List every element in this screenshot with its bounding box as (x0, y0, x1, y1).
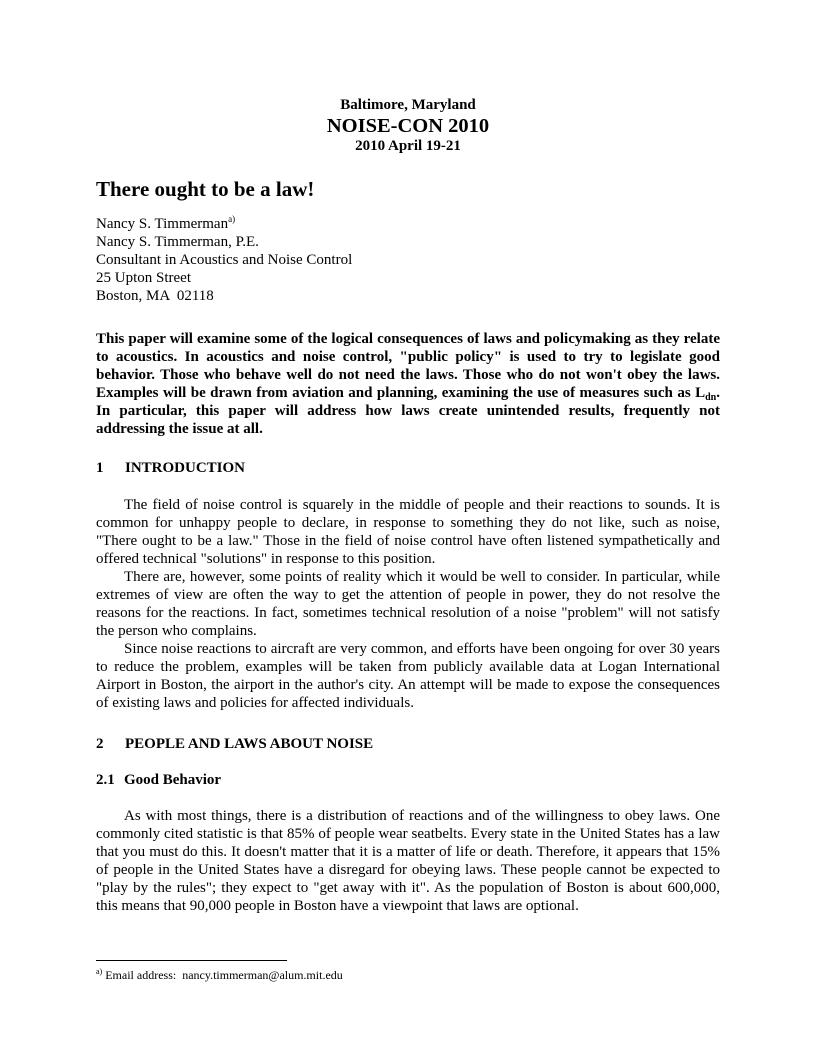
footnote (96, 968, 343, 982)
abstract (96, 330, 720, 438)
author-name-line (96, 215, 352, 233)
author-street: 25 Upton Street (96, 270, 191, 286)
conference-name: NOISE-CON 2010 (326, 115, 490, 137)
abstract-part-1: This paper will examine some of the logical consequences of laws and policymaking as they relate to acoustics. In acoustics and noise control, "public policy" is used to try to legislate good behavior. Those who behave well do not need the laws. Those who do not won't obey the laws. Examples will be drawn from aviation and planning, examining the use of measures such as L (96, 331, 720, 401)
paper-title: There ought to be a law! (96, 177, 315, 201)
paragraph: The field of noise control is squarely in the middle of people and their reactions to sounds. It is common for unhappy people to declare, in response to something they do not like, such as noise, "There ought to be a law." Those in the field of noise control have often listened sympathetically and offered technical "solutions" in response to this position. (96, 497, 720, 567)
section-heading-introduction (96, 459, 245, 477)
subsection-number: 2.1 (96, 772, 115, 788)
conference-header (96, 96, 720, 155)
section-title: PEOPLE AND LAWS ABOUT NOISE (125, 736, 374, 752)
author-block (96, 215, 352, 305)
footnote-text: Email address: nancy.timmerman@alum.mit.edu (102, 968, 343, 982)
subsection-heading-good-behavior (96, 771, 221, 789)
author-affiliation-description: Consultant in Acoustics and Noise Control (96, 252, 353, 268)
paragraph: Since noise reactions to aircraft are very common, and efforts have been ongoing for over 30 years to reduce the problem, examples will be taken from publicly available data at Logan International Airport in Boston, the airport in the author's city. An attempt will be made to expose the consequences of existing laws and policies for affected individuals. (96, 641, 720, 711)
section-title: INTRODUCTION (125, 460, 246, 476)
conference-date: 2010 April 19-21 (355, 138, 461, 154)
section-number: 1 (96, 460, 104, 476)
abstract-subscript: dn (705, 392, 717, 403)
good-behavior-body (96, 807, 720, 915)
author-affiliation-name: Nancy S. Timmerman, P.E. (96, 234, 259, 250)
subsection-title: Good Behavior (124, 772, 222, 788)
paragraph: There are, however, some points of reality which it would be well to consider. In particular, while extremes of view are often the way to get the attention of people in power, they do not resolve the reasons for the reactions. In fact, sometimes technical resolution of a noise "problem" will not satisfy the person who complains. (96, 569, 720, 639)
paragraph: As with most things, there is a distribution of reactions and of the willingness to obey laws. One commonly cited statistic is that 85% of people wear seatbelts. Every state in the United States has a law that you must do this. It doesn't matter that it is a matter of life or death. Therefore, it appears that 15% of people in the United States have a disregard for obeying laws. These people cannot be expected to "play by the rules"; they expect to "get away with it". As the population of Boston is about 600,000, this means that 90,000 people in Boston have a viewpoint that laws are optional. (96, 808, 720, 914)
author-city: Boston, MA 02118 (96, 288, 214, 304)
footnote-marker: a) (96, 967, 103, 976)
section-heading-people-and-laws (96, 735, 373, 753)
footnote-divider (96, 960, 287, 961)
author-footnote-marker: a) (228, 214, 236, 224)
author-name: Nancy S. Timmerman (96, 216, 229, 232)
abstract-part-2: . In particular, this paper will address how laws create unintended results, frequently not addressing the issue at all. (96, 385, 720, 437)
conference-location: Baltimore, Maryland (340, 97, 476, 113)
section-number: 2 (96, 736, 104, 752)
introduction-body (96, 496, 720, 712)
